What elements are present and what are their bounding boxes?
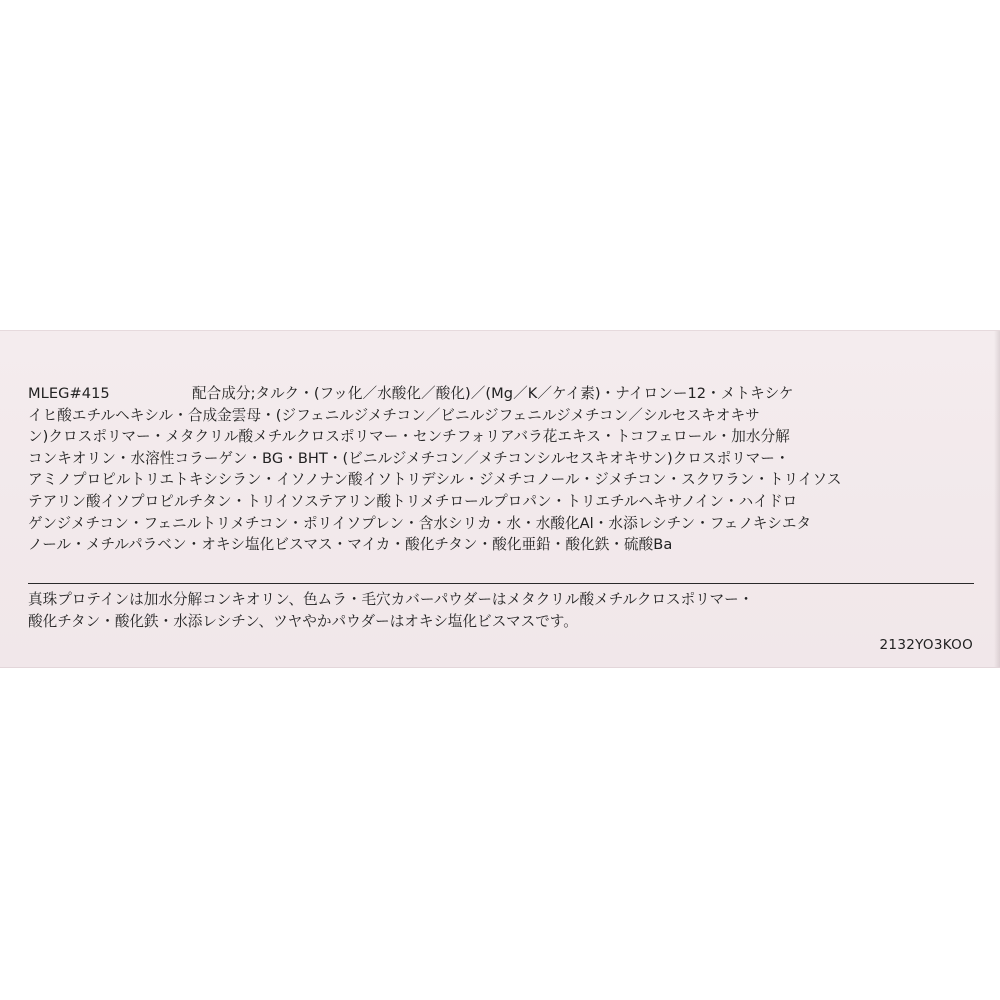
ingredient-line: ゲンジメチコン・フェニルトリメチコン・ポリイソプレン・含水シリカ・水・水酸化Al・水添レシチン・フェノキシエタ [28,514,812,532]
ingredient-line: コンキオリン・水溶性コラーゲン・BG・BHT・(ビニルジメチコン／メチコンシルセスキオキサン)クロスポリマー・ [28,449,790,467]
ingredient-note [28,589,988,633]
ingredient-label [0,330,1000,668]
divider-line [28,583,974,584]
ingredient-line: テアリン酸イソプロピルチタン・トリイソステアリン酸トリメチロールプロパン・トリエチルヘキサノイン・ハイドロ [28,492,798,510]
note-line: 酸化チタン・酸化鉄・水添レシチン、ツヤやかパウダーはオキシ塩化ビスマスです。 [28,613,578,630]
lot-code: 2132YO3KOO [879,637,973,653]
ingredient-line: ノール・メチルパラベン・オキシ塩化ビスマス・マイカ・酸化チタン・酸化亜鉛・酸化鉄・硫酸Ba [28,536,673,554]
ingredient-line: MLEG#415 配合成分;タルク・(フッ化／水酸化／酸化)／(Mg／K／ケイ素)・ナイロンー12・メトキシケ [28,383,988,405]
note-line: 真珠プロテインは加水分解コンキオリン、色ムラ・毛穴カバーパウダーはメタクリル酸メチルクロスポリマー・ [28,591,754,608]
ingredient-line: ン)クロスポリマー・メタクリル酸メチルクロスポリマー・センチフォリアバラ花エキス・トコフェロール・加水分解 [28,428,790,446]
ingredient-line: イヒ酸エチルヘキシル・合成金雲母・(ジフェニルジメチコン／ビニルジフェニルジメチコン／シルセスキオキサ [28,406,760,424]
product-code: MLEG#415 [28,385,110,402]
ingredient-list [28,383,988,556]
ingredient-line: アミノプロピルトリエトキシシラン・イソノナン酸イソトリデシル・ジメチコノール・ジメチコン・スクワラン・トリイソス [28,471,842,489]
